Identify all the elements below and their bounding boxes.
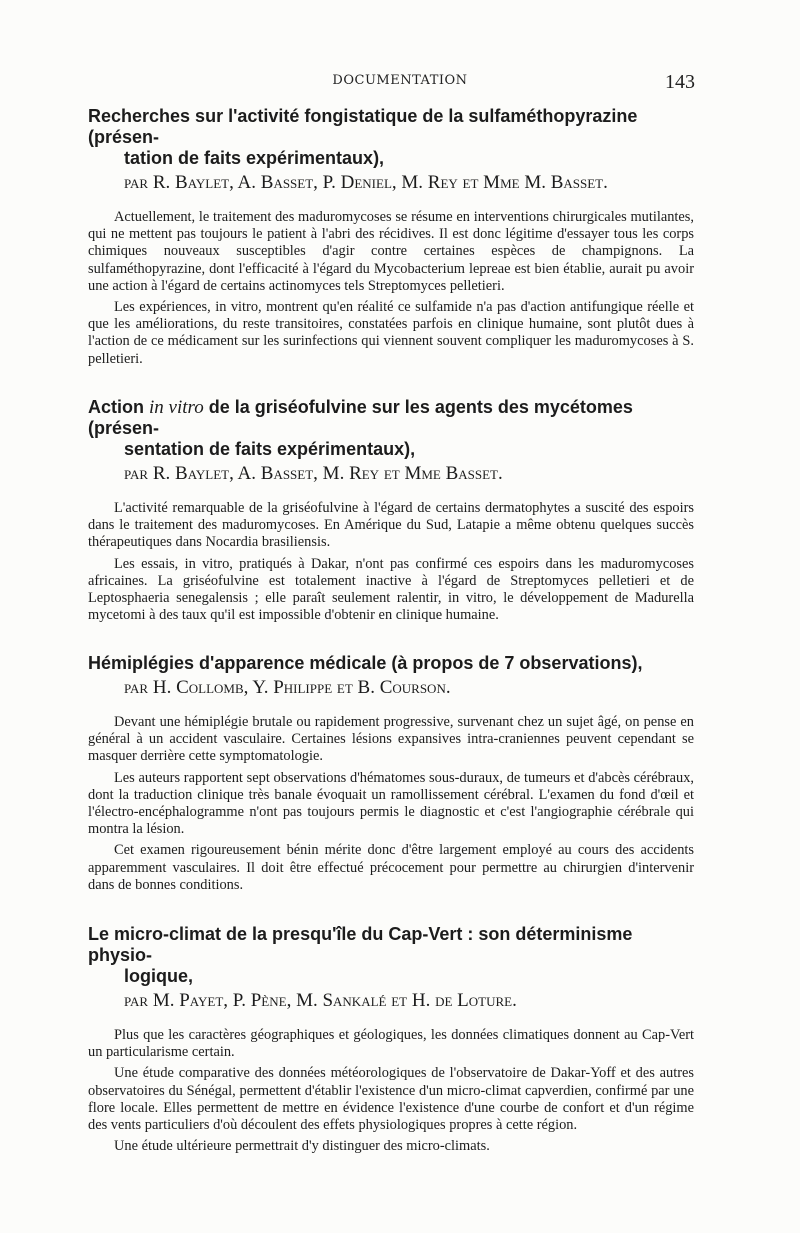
running-head	[0, 73, 800, 93]
article-authors: par R. Baylet, A. Basset, M. Rey et Mme Basset.	[124, 463, 503, 484]
article-micro-climat	[88, 924, 694, 1159]
paragraph: Les essais, in vitro, pratiqués à Dakar, n'ont pas confirmé ces espoirs dans les maduromycoses africaines. La griséofulvine est totalement inactive à l'égard de Streptomyces pelletieri et de Leptosphaeria senegalensis ; elle paraît seulement ralentir, in vitro, le développement de Madurella mycetomi à des taux qu'il est impossible d'obtenir en clinique humaine.	[88, 555, 694, 624]
paragraph: Une étude ultérieure permettrait d'y distinguer des micro-climats.	[114, 1138, 490, 1155]
article-griseofulvine	[88, 397, 694, 628]
article-body	[88, 714, 694, 894]
paragraph: Les expériences, in vitro, montrent qu'en réalité ce sulfamide n'a pas d'action antifungique réelle et que les améliorations, du reste transitoires, constatées parfois en clinique humaine, sont plutôt dues à l'action de ce médicament sur les surinfections qui viennent souvent compliquer les maduromycoses à S. pelletieri.	[88, 299, 694, 367]
article-title-continuation: sentation de faits expérimentaux),	[124, 439, 416, 459]
article-title-bold: Hémiplégies d'apparence médicale	[88, 653, 387, 673]
article-authors: par R. Baylet, A. Basset, P. Deniel, M. Rey et Mme M. Basset.	[124, 172, 608, 193]
article-title-rest: (à propos de 7 observations),	[386, 653, 643, 673]
article-title-italic: in vitro	[149, 397, 204, 418]
article-hemiplegies	[88, 653, 694, 898]
article-body	[88, 209, 694, 368]
article-title	[88, 397, 694, 460]
article-authors: par M. Payet, P. Pène, M. Sankalé et H. de Loture.	[124, 990, 517, 1011]
paragraph: L'activité remarquable de la griséofulvine à l'égard de certains dermatophytes a suscité des espoirs dans le traitement des maduromycoses. En Amérique du Sud, Latapie a même obtenu quelques succès thérapeutiques dans Nocardia brasiliensis.	[88, 500, 694, 551]
article-title	[88, 924, 694, 987]
article-title-continuation: logique,	[124, 966, 193, 986]
article-title	[88, 106, 694, 169]
running-head-title: DOCUMENTATION	[332, 73, 468, 88]
article-title-bold: de la griséofulvine sur les agents des mycétomes	[208, 397, 633, 417]
article-title-rest: (présen-	[88, 127, 160, 147]
paragraph: Une étude comparative des données météorologiques de l'observatoire de Dakar-Yoff et des autres observatoires du Sénégal, permettent d'établir l'existence d'un micro-climat capverdien, confirmé par une flore locale. Elles permettent de mettre en évidence l'existence d'une courbe de confort et d'un régime des vents particuliers d'où découlent des effets physiologiques propres à cette région.	[88, 1065, 694, 1134]
article-body	[88, 500, 694, 624]
article-title	[88, 653, 694, 674]
article-title-bold: Action	[88, 397, 144, 417]
paragraph: Devant une hémiplégie brutale ou rapidement progressive, survenant chez un sujet âgé, on pense en général à un accident vasculaire. Certaines lésions expansives intra-craniennes peuvent cependant se masquer derrière cette symptomatologie.	[88, 714, 694, 765]
article-sulfamethopyrazine	[88, 106, 694, 372]
paragraph: Plus que les caractères géographiques et géologiques, les données climatiques donnent au Cap-Vert un particularisme certain.	[88, 1027, 694, 1061]
article-title-continuation: tation de faits expérimentaux),	[124, 148, 385, 168]
article-title-bold: Recherches sur l'activité fongistatique de la sulfaméthopyrazine	[88, 106, 638, 126]
paragraph: Actuellement, le traitement des maduromycoses se résume en interventions chirurgicales mutilantes, qui ne mettent pas toujours le patient à l'abri des récidives. Il est donc légitime d'essayer tous les corps chimiques nouveaux susceptibles d'agir contre certaines espèces de champignons. La sulfaméthopyrazine, dont l'efficacité à l'égard du Mycobacterium lepreae est bien établie, aurait pu avoir une action à l'égard de certains actinomyces tels Streptomyces pelletieri.	[88, 209, 694, 294]
article-title-rest: (présen-	[88, 418, 160, 438]
paragraph: Les auteurs rapportent sept observations d'hématomes sous-duraux, de tumeurs et d'abcès cérébraux, dont la traduction clinique très banale évoquait un ramollissement cérébral. L'examen du fond d'œil et l'électro-encéphalogramme n'ont pas toujours permis le diagnostic et c'est l'angiographie cérébrale qui montra la lésion.	[88, 769, 694, 838]
article-authors: par H. Collomb, Y. Philippe et B. Courson.	[124, 677, 451, 698]
paragraph: Cet examen rigoureusement bénin mérite donc d'être largement employé au cours des accidents apparemment vasculaires. Il doit être effectué précocement pour permettre au chirurgien d'intervenir dans de bonnes conditions.	[88, 842, 694, 893]
article-title-bold: Le micro-climat de la presqu'île du Cap-Vert : son déterminisme physio-	[88, 924, 633, 965]
article-body	[88, 1027, 694, 1155]
page-number: 143	[665, 71, 695, 93]
